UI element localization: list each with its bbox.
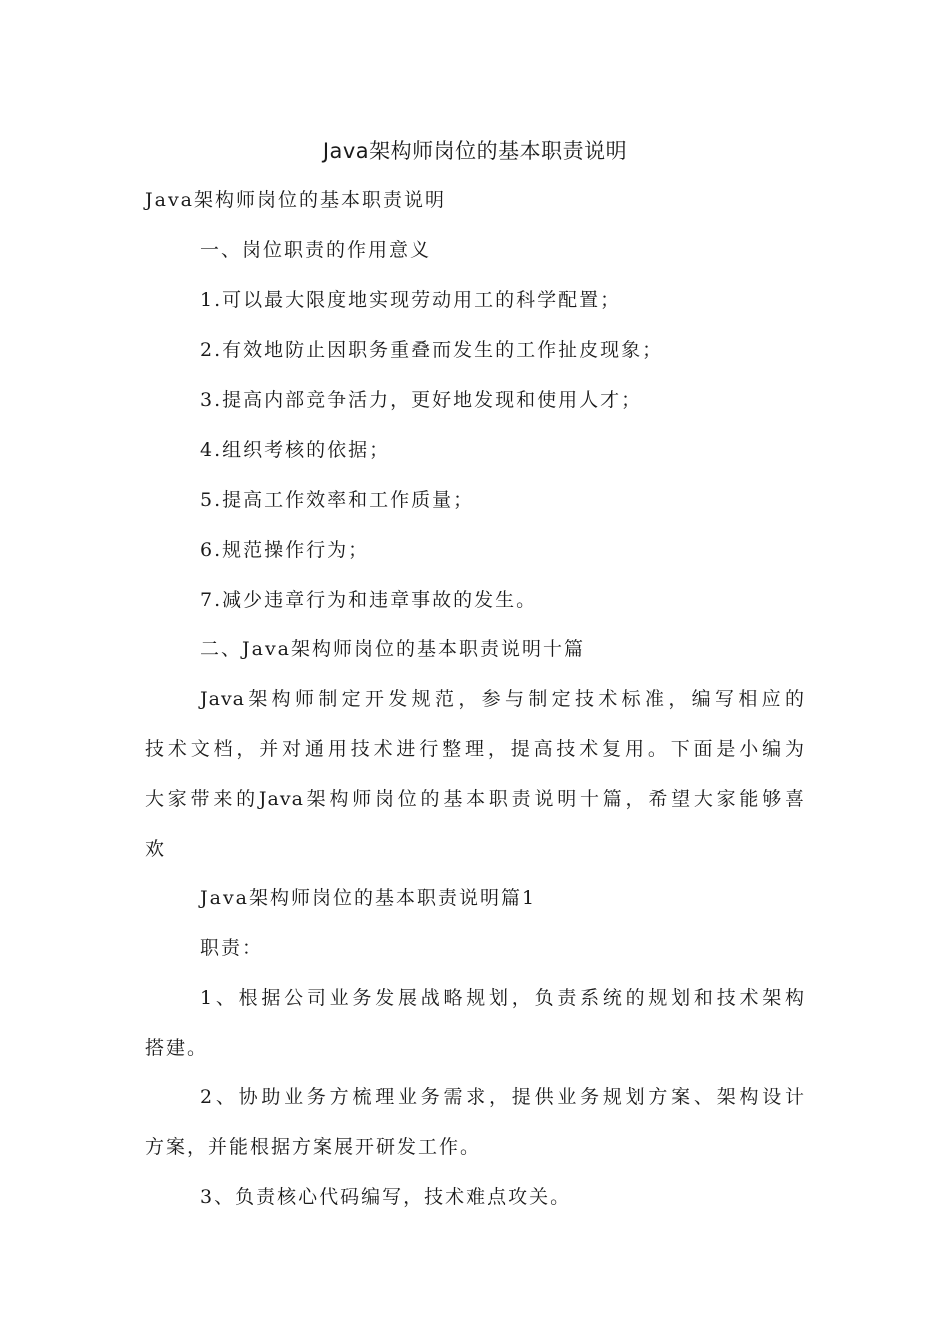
duty-label: 职责： (200, 937, 264, 959)
document-title: Java架构师岗位的基本职责说明 (322, 139, 628, 163)
duty-item-line: 1、根据公司业务发展战略规划，负责系统的规划和技术架构 (200, 987, 805, 1009)
list-item: 6.规范操作行为； (200, 539, 370, 561)
section-heading-1: 一、岗位职责的作用意义 (200, 239, 432, 261)
list-item: 4.组织考核的依据； (200, 439, 391, 461)
document-subtitle: Java架构师岗位的基本职责说明 (145, 189, 447, 211)
intro-paragraph-line: Java架构师制定开发规范，参与制定技术标准，编写相应的 (200, 688, 805, 710)
list-item: 5.提高工作效率和工作质量； (200, 489, 475, 511)
list-item: 7.减少违章行为和违章事故的发生。 (200, 589, 538, 611)
intro-paragraph-line: 欢 (145, 838, 167, 860)
section-heading-2: 二、Java架构师岗位的基本职责说明十篇 (200, 638, 586, 660)
duty-item-line: 搭建。 (145, 1037, 209, 1059)
list-item: 2.有效地防止因职务重叠而发生的工作扯皮现象； (200, 339, 664, 361)
intro-paragraph-line: 技术文档，并对通用技术进行整理，提高技术复用。下面是小编为 (145, 738, 805, 760)
duty-item-line: 2、协助业务方梳理业务需求，提供业务规划方案、架构设计 (200, 1086, 805, 1108)
part-heading: Java架构师岗位的基本职责说明篇1 (200, 887, 537, 909)
duty-item-line: 方案，并能根据方案展开研发工作。 (145, 1136, 482, 1158)
list-item: 3.提高内部竞争活力，更好地发现和使用人才； (200, 389, 643, 411)
duty-item-line: 3、负责核心代码编写，技术难点攻关。 (200, 1186, 572, 1208)
list-item: 1.可以最大限度地实现劳动用工的科学配置； (200, 289, 622, 311)
intro-paragraph-line: 大家带来的Java架构师岗位的基本职责说明十篇，希望大家能够喜 (145, 788, 805, 810)
